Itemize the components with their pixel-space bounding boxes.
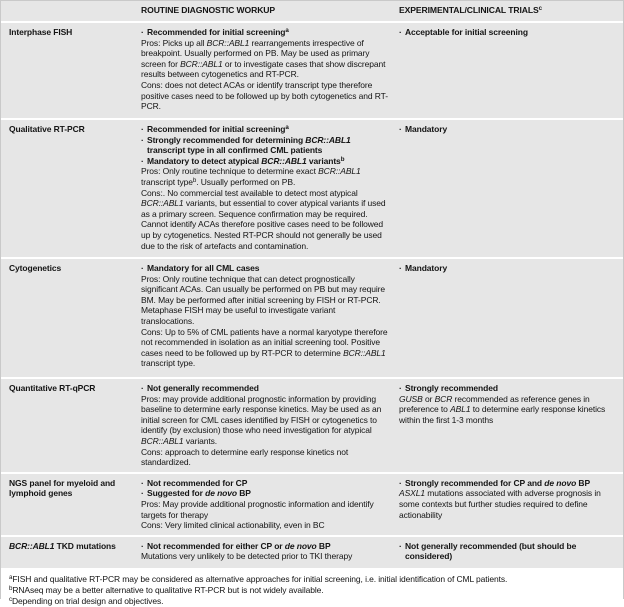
footnote-marker: b: [9, 584, 13, 592]
bullet-item: [141, 124, 388, 135]
text-segment: TKD mutations: [54, 540, 116, 551]
table-row: [1, 23, 623, 118]
cell-experimental-trials: [397, 474, 623, 535]
text-segment: Cons: does not detect ACAs or identify transcript type therefore positive cases need to be followed up by both cytogenetics and RT-PCR.: [141, 79, 388, 112]
text-segment: Cons: Up to 5% of CML patients have a normal karyotype therefore not recommended in isolation as an initial screening tool. Positive cases need to be followed up by RT-PCR to determine: [141, 326, 388, 358]
table-body: [1, 23, 623, 568]
bullet-item: [141, 478, 388, 489]
footnote: [9, 585, 615, 596]
bullet-glyph: ·: [141, 383, 144, 393]
text-segment: BCR::ABL1: [180, 58, 223, 69]
text-segment: Not recommended for either CP or: [147, 540, 285, 551]
bullet-glyph: ·: [141, 263, 144, 273]
paragraph: [399, 488, 615, 520]
bullet-item: [141, 383, 388, 394]
text-segment: Cons: Very limited clinical actionability, even in BC: [141, 520, 325, 531]
paragraph: [141, 447, 388, 468]
bullet-item: [141, 263, 388, 274]
table-row: [1, 259, 623, 377]
row-label: [1, 259, 139, 377]
cell-routine-workup: [139, 259, 397, 377]
bullet-glyph: ·: [141, 124, 144, 134]
row-label: [1, 379, 139, 472]
text-segment: Not generally recommended: [147, 383, 259, 393]
text-segment: to determine early response kinetics within the first 1-3 months: [399, 404, 606, 425]
text-segment: ABL1: [450, 404, 471, 415]
text-segment: NGS panel for myeloid and lymphoid genes: [9, 477, 116, 499]
text-segment: Pros: May provide additional prognostic information and identify targets for therapy: [141, 498, 374, 520]
bullet-item: [399, 27, 615, 38]
text-segment: mutations associated with adverse prognosis in some contexts but further studies required to define actionability: [399, 488, 601, 520]
text-segment: variants.: [183, 435, 218, 446]
text-segment: Not generally recommended (but should be considered): [405, 540, 577, 562]
paragraph: [141, 551, 388, 562]
paragraph: [141, 166, 388, 187]
bullet-item: [141, 156, 388, 167]
text-segment: Pros: Picks up all: [141, 37, 207, 48]
paragraph: [141, 80, 388, 112]
text-segment: Pros: may provide additional prognostic information by providing baseline to determine early response kinetics. May be used as an initial screen for CML cases identified by FISH or cytogenetics to identify (by exclusion) those who need investigation for atypical: [141, 393, 382, 436]
bullet-text: [405, 27, 615, 38]
footnote-marker: c: [9, 595, 12, 603]
footnote-text: FISH and qualitative RT-PCR may be considered as alternative approaches for initial screening, i.e. initial identification of CML patients.: [12, 573, 508, 584]
text-segment: Mandatory for all CML cases: [147, 263, 260, 273]
text-segment: BCR::ABL1: [305, 134, 351, 145]
bullet-text: [147, 124, 388, 135]
text-segment: Pros: Only routine technique that can detect prognostically significant ACAs. Can usually be performed on PB but may require BM. May be performed after initial screening by FISH or RT-PCR. Metaphase FISH may be useful to investigate variant translocations.: [141, 273, 386, 326]
text-segment: Quantitative RT-qPCR: [9, 383, 96, 393]
bullet-item: [141, 27, 388, 38]
paragraph: [141, 394, 388, 447]
bullet-text: [405, 541, 615, 562]
bullet-glyph: ·: [141, 477, 144, 488]
paragraph: [141, 188, 388, 252]
header-cell-experimental: [397, 1, 623, 21]
text-segment: Strongly recommended for CP and: [405, 477, 545, 488]
cell-routine-workup: [139, 23, 397, 118]
text-segment: Strongly recommended: [405, 383, 498, 393]
text-segment: . Usually performed on PB.: [196, 176, 296, 187]
text-segment: Interphase FISH: [9, 27, 73, 37]
cell-experimental-trials: [397, 23, 623, 118]
bullet-glyph: ·: [399, 383, 402, 393]
paragraph: [399, 394, 615, 426]
bullet-item: [399, 263, 615, 274]
bullet-glyph: ·: [399, 27, 402, 37]
bullet-item: [399, 383, 615, 394]
text-segment: Mutations very unlikely to be detected prior to TKI therapy: [141, 551, 353, 562]
text-segment: BCR::ABL1: [141, 435, 184, 446]
text-segment: Mandatory to detect atypical: [147, 155, 262, 166]
text-segment: BCR::ABL1: [261, 155, 307, 166]
footnote: [9, 596, 615, 607]
bullet-glyph: ·: [141, 27, 144, 37]
paragraph: [141, 38, 388, 80]
text-segment: variants: [306, 155, 341, 166]
table-row: [1, 474, 623, 535]
table-header-row: [1, 1, 623, 21]
text-segment: recommended as reference genes in preference to: [399, 393, 590, 415]
paragraph: [141, 520, 388, 531]
bullet-text: [147, 135, 388, 156]
row-label: [1, 474, 139, 535]
bullet-glyph: ·: [141, 540, 144, 551]
bullet-item: [141, 135, 388, 156]
cell-routine-workup: [139, 120, 397, 257]
cell-routine-workup: [139, 474, 397, 535]
text-segment: BP: [316, 540, 331, 551]
bullet-item: [399, 124, 615, 135]
text-segment: Mandatory: [405, 124, 448, 134]
bullet-text: [147, 478, 388, 489]
text-segment: de novo: [544, 477, 577, 488]
cell-experimental-trials: [397, 120, 623, 257]
text-segment: BCR::ABL1: [141, 198, 184, 209]
footnote-text: Depending on trial design and objectives.: [12, 595, 164, 606]
text-segment: BCR::ABL1: [206, 37, 250, 48]
bullet-glyph: ·: [399, 263, 402, 273]
bullet-glyph: ·: [141, 488, 144, 499]
text-segment: Acceptable for initial screening: [405, 27, 528, 37]
header-experimental-footnote-marker: c: [538, 5, 542, 12]
bullet-text: [147, 541, 388, 552]
text-segment: transcript type in all confirmed CML patients: [147, 145, 323, 156]
bullet-text: [147, 27, 388, 38]
text-segment: transcript type: [141, 176, 193, 187]
row-label: [1, 23, 139, 118]
table-row: [1, 537, 623, 568]
text-segment: de novo: [284, 540, 317, 551]
text-segment: BCR::ABL1: [343, 347, 386, 358]
diagnostic-methods-table: [1, 1, 623, 568]
bullet-text: [405, 263, 615, 274]
bullet-text: [147, 263, 388, 274]
text-segment: Recommended for initial screening: [147, 27, 286, 37]
text-segment: Cytogenetics: [9, 263, 62, 273]
text-segment: Not recommended for CP: [147, 477, 248, 488]
footnote: [9, 574, 615, 585]
text-segment: or: [422, 393, 435, 404]
text-segment: Cons:. No commercial test available to detect most atypical: [141, 187, 358, 198]
row-label: [1, 120, 139, 257]
bullet-text: [147, 488, 388, 499]
text-segment: Suggested for: [147, 488, 206, 499]
bullet-item: [141, 541, 388, 552]
header-cell-routine: [139, 1, 397, 21]
bullet-glyph: ·: [399, 124, 402, 134]
header-cell-empty: [1, 1, 139, 21]
bullet-item: [399, 541, 615, 562]
text-segment: Cons: approach to determine early response kinetics not standardized.: [141, 446, 349, 468]
cell-routine-workup: [139, 537, 397, 568]
header-experimental-label: EXPERIMENTAL/CLINICAL TRIALS: [399, 5, 539, 15]
text-segment: variants, but essential to cover atypical variants if used as a primary screen. Sequence confirmation may be required. Cannot identify ACAs therefore positive cases need to be followed up by cytogenetics. Nested RT-PCR should not generally be used due to the risk of artefacts and contamination.: [141, 198, 386, 251]
text-segment: de novo: [205, 488, 237, 499]
text-segment: b: [192, 176, 197, 184]
text-segment: a: [285, 124, 289, 131]
text-segment: Recommended for initial screening: [147, 124, 286, 134]
text-segment: Mandatory: [405, 263, 448, 273]
text-segment: BCR::ABL1: [9, 540, 55, 551]
text-segment: Pros: Only routine technique to determine exact: [141, 166, 319, 177]
text-segment: b: [340, 155, 345, 163]
cell-routine-workup: [139, 379, 397, 472]
bullet-text: [405, 478, 615, 489]
bullet-text: [405, 383, 615, 394]
bullet-text: [405, 124, 615, 135]
bullet-text: [147, 156, 388, 167]
table-row: [1, 379, 623, 472]
text-segment: a: [285, 27, 289, 34]
text-segment: Strongly recommended for determining: [147, 134, 306, 145]
bullet-glyph: ·: [141, 134, 144, 145]
row-label: [1, 537, 139, 568]
cell-experimental-trials: [397, 537, 623, 568]
text-segment: Qualitative RT-PCR: [9, 124, 85, 134]
bullet-text: [147, 383, 388, 394]
footnote-marker: a: [9, 573, 13, 581]
text-segment: GUSB: [399, 393, 423, 404]
bullet-glyph: ·: [141, 155, 144, 166]
bullet-item: [141, 488, 388, 499]
paragraph: [141, 327, 388, 369]
text-segment: BP: [576, 477, 591, 488]
cell-experimental-trials: [397, 379, 623, 472]
paragraph: [141, 274, 388, 327]
bullet-glyph: ·: [399, 540, 402, 551]
header-routine-label: ROUTINE DIAGNOSTIC WORKUP: [141, 5, 276, 15]
text-segment: BCR::ABL1: [318, 166, 361, 177]
text-segment: BP: [237, 488, 251, 499]
bullet-glyph: ·: [399, 477, 402, 488]
text-segment: or to investigate cases that show discrepant results between cytogenetics and RT-PCR.: [141, 58, 386, 80]
paragraph: [141, 499, 388, 520]
table-row: [1, 120, 623, 257]
footnotes: [1, 570, 623, 607]
footnote-text: RNAseq may be a better alternative to qualitative RT-PCR but is not widely available.: [12, 584, 324, 595]
text-segment: rearrangements irrespective of breakpoint. Usually performed on PB. May be used as primary screen for: [141, 37, 370, 69]
text-segment: BCR: [434, 393, 453, 404]
cell-experimental-trials: [397, 259, 623, 377]
text-segment: transcript type.: [141, 358, 196, 369]
text-segment: ASXL1: [399, 488, 425, 499]
bullet-item: [399, 478, 615, 489]
